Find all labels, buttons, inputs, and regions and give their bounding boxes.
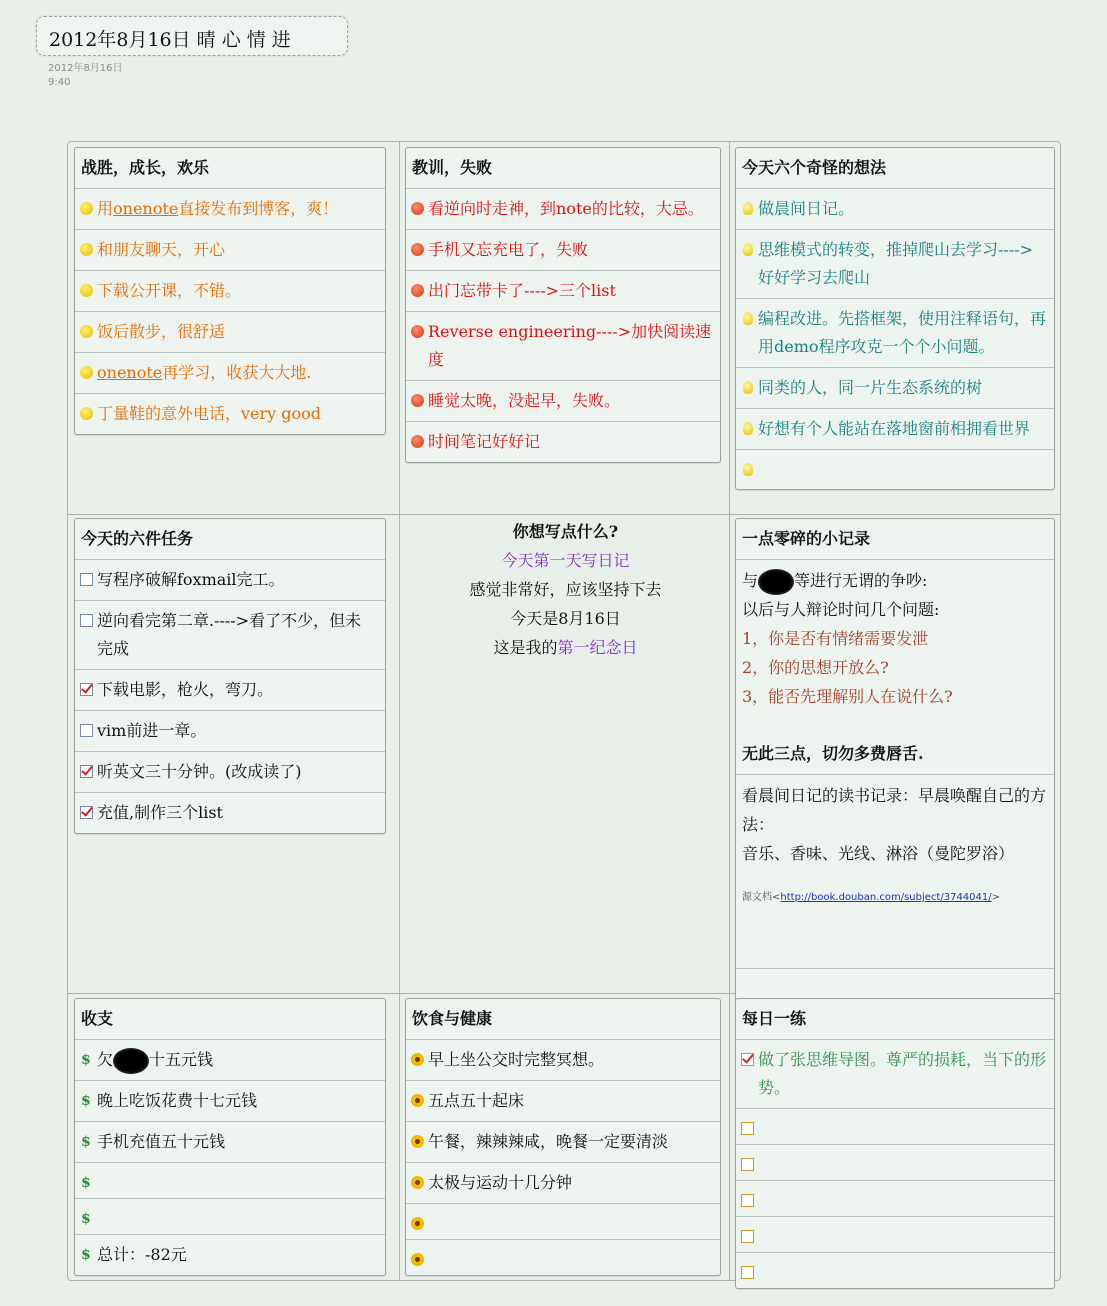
item-text: 下载公开课，不错。: [97, 281, 242, 300]
lessons-table: [405, 147, 721, 463]
checked-checkbox-icon[interactable]: [741, 1053, 754, 1066]
task-item[interactable]: [75, 792, 385, 833]
lightbulb-icon: [743, 381, 753, 394]
sunflower-icon: [411, 1135, 424, 1148]
list-item[interactable]: [75, 229, 385, 270]
item-link[interactable]: onenote: [97, 363, 163, 382]
page-time: 9:40: [48, 77, 71, 88]
list-item[interactable]: [75, 188, 385, 229]
item-text: 下载电影，枪火，弯刀。: [97, 680, 274, 699]
list-item[interactable]: [75, 352, 385, 393]
note-line: 感觉非常好，应该坚持下去: [469, 580, 662, 599]
page-title[interactable]: 2012年8月16日 晴 心 情 进: [49, 29, 291, 51]
smile-icon: [80, 243, 93, 256]
note-line: [742, 566, 1046, 595]
item-text: 同类的人，同一片生态系统的树: [758, 378, 983, 397]
item-text: 手机又忘充电了，失败: [428, 240, 589, 259]
spacer: [742, 711, 1046, 739]
checked-checkbox-icon[interactable]: [80, 765, 93, 778]
expense-total[interactable]: [75, 1234, 385, 1275]
list-item[interactable]: [736, 449, 1054, 489]
page-date: 2012年8月16日: [48, 63, 123, 74]
checkbox-icon[interactable]: [80, 614, 93, 627]
list-item[interactable]: [406, 311, 720, 380]
list-item[interactable]: [406, 188, 720, 229]
list-item[interactable]: [736, 367, 1054, 408]
item-text: 做了张思维导图。尊严的损耗，当下的形势。: [758, 1050, 1047, 1097]
sunflower-icon: [411, 1053, 424, 1066]
page-title-box[interactable]: [36, 16, 348, 56]
question-item: 1，你是否有情绪需要发泄: [742, 629, 929, 648]
smile-icon: [80, 366, 93, 379]
expense-item[interactable]: [75, 1121, 385, 1162]
item-text: 早上坐公交时完整冥想。: [428, 1050, 605, 1069]
expense-item[interactable]: [75, 1162, 385, 1198]
question-item: 3，能否先理解别人在说什么?: [742, 687, 953, 706]
item-text: 听英文三十分钟。(改成读了): [97, 762, 302, 781]
checkbox-icon[interactable]: [741, 1158, 754, 1171]
item-link[interactable]: onenote: [113, 199, 179, 218]
dollar-icon: $: [81, 1175, 91, 1191]
item-text: 再学习，收获大大地.: [162, 363, 312, 382]
note-line: 今天是8月16日: [510, 609, 621, 628]
note-line: 以后与人辩论时问几个问题:: [742, 600, 940, 619]
daily-item[interactable]: [736, 1108, 1054, 1144]
grid-divider: [399, 142, 400, 1280]
item-text: 出门忘带卡了---->三个list: [428, 281, 616, 300]
note-line: 音乐、香味、光线、淋浴（曼陀罗浴）: [742, 844, 1015, 863]
item-text: 手机充值五十元钱: [97, 1132, 226, 1151]
note-text: 与: [742, 571, 759, 590]
smile-icon: [80, 202, 93, 215]
item-text: 思维模式的转变，推掉爬山去学习---->好好学习去爬山: [758, 240, 1034, 287]
item-text: 用: [97, 199, 114, 218]
note-block[interactable]: [736, 559, 1054, 774]
item-text: 做晨间日记。: [758, 199, 855, 218]
dollar-icon: $: [81, 1247, 91, 1263]
daily-item[interactable]: [736, 1144, 1054, 1180]
lightbulb-icon: [743, 202, 753, 215]
task-item[interactable]: [75, 710, 385, 751]
daily-item[interactable]: [736, 1039, 1054, 1108]
daily-item[interactable]: [736, 1216, 1054, 1252]
notes-title[interactable]: 一点零碎的小记录: [742, 529, 871, 548]
wins-title[interactable]: 战胜，成长，欢乐: [81, 158, 210, 177]
note-block[interactable]: [736, 774, 1054, 968]
sunflower-icon: [411, 1217, 424, 1230]
item-text: 睡觉太晚，没起早，失败。: [428, 391, 621, 410]
checked-checkbox-icon[interactable]: [80, 806, 93, 819]
item-text: 直接发布到博客，爽！: [178, 199, 339, 218]
dollar-icon: $: [81, 1211, 91, 1227]
item-text: 时间笔记好好记: [428, 432, 541, 451]
task-item[interactable]: [75, 669, 385, 710]
tasks-table: [74, 518, 386, 834]
item-text: 充值,制作三个list: [97, 803, 223, 822]
list-item[interactable]: [406, 1039, 720, 1080]
money-title[interactable]: 收支: [81, 1009, 114, 1028]
tasks-title[interactable]: 今天的六件任务: [81, 529, 194, 548]
note-line: 看晨间日记的读书记录：早晨唤醒自己的方法：: [742, 786, 1047, 834]
center-note[interactable]: [403, 517, 728, 662]
lessons-title[interactable]: 教训，失败: [412, 158, 493, 177]
sunflower-icon: [411, 1176, 424, 1189]
list-item[interactable]: [406, 1121, 720, 1162]
checkbox-icon[interactable]: [80, 573, 93, 586]
note-highlight: 第一纪念日: [557, 638, 638, 657]
list-item[interactable]: [75, 393, 385, 434]
item-text: 欠: [97, 1050, 114, 1069]
list-item[interactable]: [736, 298, 1054, 367]
sunflower-icon: [411, 1253, 424, 1266]
frown-icon: [411, 202, 424, 215]
grid-divider: [729, 142, 730, 1280]
checkbox-icon[interactable]: [80, 724, 93, 737]
note-text: 等进行无谓的争吵:: [794, 571, 928, 590]
grid-divider: [68, 514, 1060, 515]
item-text: 和朋友聊天，开心: [97, 240, 226, 259]
item-text: 丁量鞋的意外电话，very good: [97, 404, 322, 423]
expense-item[interactable]: [75, 1198, 385, 1234]
list-item[interactable]: [736, 188, 1054, 229]
list-item[interactable]: [406, 421, 720, 462]
list-item[interactable]: [736, 408, 1054, 449]
item-text: 饭后散步，很舒适: [97, 322, 226, 341]
checkbox-icon[interactable]: [741, 1230, 754, 1243]
dollar-icon: $: [81, 1093, 91, 1109]
frown-icon: [411, 243, 424, 256]
item-text: 五点五十起床: [428, 1091, 525, 1110]
ideas-title[interactable]: 今天六个奇怪的想法: [742, 158, 887, 177]
redaction-blot: [113, 1048, 149, 1074]
item-text: 午餐，辣辣辣咸，晚餐一定要清淡: [428, 1132, 669, 1151]
daily-table: [735, 998, 1055, 1289]
item-text: 十五元钱: [149, 1050, 214, 1069]
dollar-icon: $: [81, 1052, 91, 1068]
lightbulb-icon: [743, 463, 753, 476]
list-item[interactable]: [75, 311, 385, 352]
source-link[interactable]: http://book.douban.com/subject/3744041/: [780, 892, 992, 903]
source-label: 源文档: [742, 892, 772, 903]
item-text: Reverse engineering---->加快阅读速度: [428, 322, 712, 369]
item-text: 总计：-82元: [97, 1245, 187, 1264]
list-item[interactable]: [406, 380, 720, 421]
daily-title[interactable]: 每日一练: [742, 1009, 807, 1028]
smile-icon: [80, 284, 93, 297]
health-title[interactable]: 饮食与健康: [412, 1009, 493, 1028]
smile-icon: [80, 325, 93, 338]
note-line: 无此三点，切勿多费唇舌.: [742, 744, 924, 763]
frown-icon: [411, 284, 424, 297]
money-table: [74, 998, 386, 1276]
list-item[interactable]: [736, 229, 1054, 298]
item-text: 看逆向时走神，到note的比较，大忌。: [428, 199, 704, 218]
lightbulb-icon: [743, 243, 753, 256]
frown-icon: [411, 435, 424, 448]
lightbulb-icon: [743, 312, 753, 325]
health-table: [405, 998, 721, 1276]
list-item[interactable]: [75, 270, 385, 311]
note-prompt: 你想写点什么?: [512, 522, 619, 541]
ideas-table: [735, 147, 1055, 490]
redaction-blot: [758, 569, 794, 595]
note-line: 今天第一天写日记: [501, 551, 630, 570]
sunflower-icon: [411, 1094, 424, 1107]
list-item[interactable]: [406, 1162, 720, 1203]
checkbox-icon[interactable]: [741, 1122, 754, 1135]
task-item[interactable]: [75, 751, 385, 792]
lightbulb-icon: [743, 422, 753, 435]
wins-table: [74, 147, 386, 435]
frown-icon: [411, 394, 424, 407]
checkbox-icon[interactable]: [741, 1194, 754, 1207]
list-item[interactable]: [406, 1239, 720, 1275]
item-text: 好想有个人能站在落地窗前相拥看世界: [758, 419, 1031, 438]
item-text: 编程改进。先搭框架，使用注释语句，再用demo程序攻克一个个小问题。: [758, 309, 1047, 356]
note-text: 这是我的: [493, 638, 558, 657]
source-line: 源文档<http://book.douban.com/subject/3744041/>: [742, 892, 1001, 903]
list-item[interactable]: [406, 229, 720, 270]
note-line: [403, 633, 728, 662]
item-text: 晚上吃饭花费十七元钱: [97, 1091, 258, 1110]
daily-item[interactable]: [736, 1180, 1054, 1216]
expense-item[interactable]: [75, 1080, 385, 1121]
checked-checkbox-icon[interactable]: [80, 683, 93, 696]
item-text: 太极与运动十几分钟: [428, 1173, 573, 1192]
dollar-icon: $: [81, 1134, 91, 1150]
list-item[interactable]: [406, 1203, 720, 1239]
smile-icon: [80, 407, 93, 420]
daily-item[interactable]: [736, 1252, 1054, 1288]
question-item: 2，你的思想开放么?: [742, 658, 889, 677]
task-item[interactable]: [75, 600, 385, 669]
item-text: vim前进一章。: [97, 721, 207, 740]
notes-table: [735, 518, 1055, 1005]
list-item[interactable]: [406, 1080, 720, 1121]
frown-icon: [411, 325, 424, 338]
expense-item[interactable]: [75, 1039, 385, 1080]
list-item[interactable]: [406, 270, 720, 311]
item-text: 逆向看完第二章.---->看了不少，但未完成: [97, 611, 362, 658]
checkbox-icon[interactable]: [741, 1266, 754, 1279]
item-text: 写程序破解foxmail完工。: [97, 570, 285, 589]
task-item[interactable]: [75, 559, 385, 600]
